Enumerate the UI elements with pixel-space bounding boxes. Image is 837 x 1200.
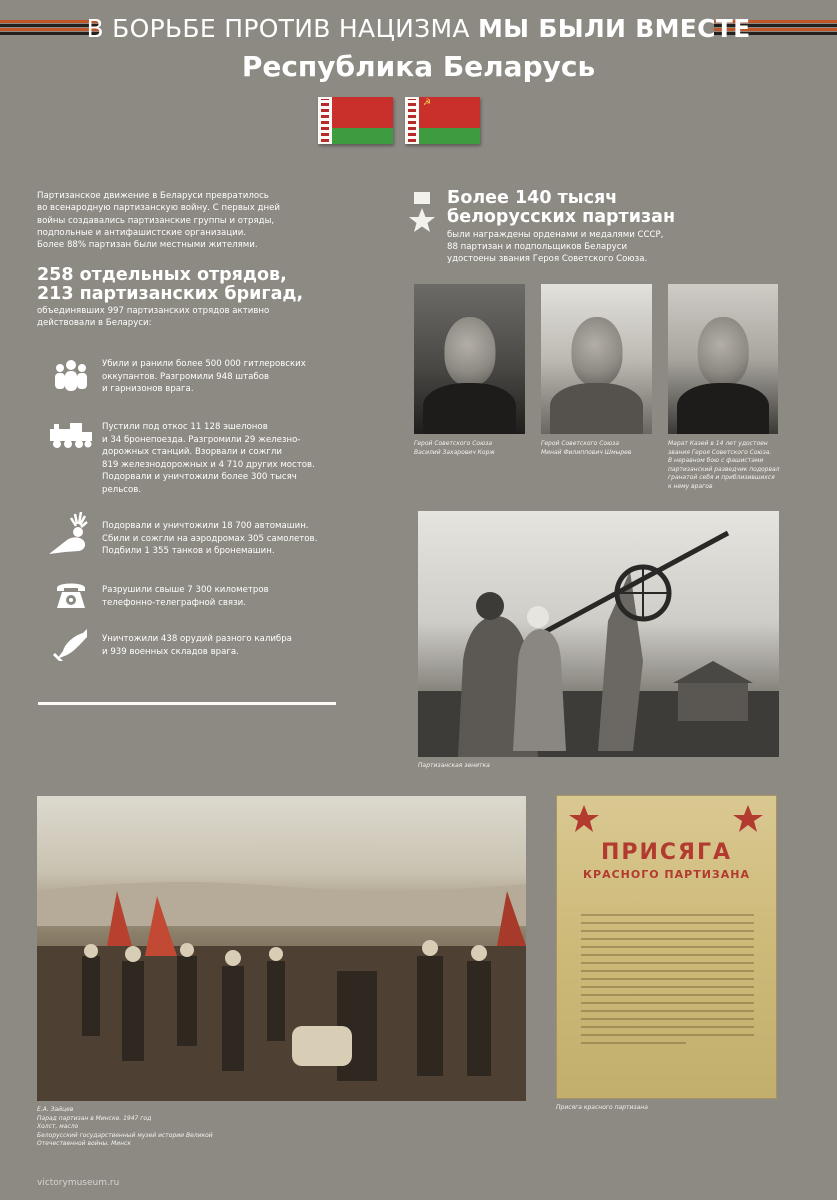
fact-item: Разрушили свыше 7 300 километров телефонно-телеграфной связи. xyxy=(40,580,340,622)
oath-title: ПРИСЯГА xyxy=(600,840,733,865)
title-bold: МЫ БЫЛИ ВМЕСТЕ xyxy=(478,14,751,43)
divider xyxy=(38,702,336,705)
bomb-icon xyxy=(40,627,102,669)
explosion-icon xyxy=(40,510,102,558)
title-regular: В БОРЬБЕ ПРОТИВ НАЦИЗМА xyxy=(86,14,470,43)
fact-item: Уничтожили 438 орудий разного калибра и 939 военных складов врага. xyxy=(40,627,340,669)
page-subtitle: Республика Беларусь xyxy=(241,50,596,83)
fact-item: Пустили под откос 11 128 эшелонов и 34 бронепоезда. Разгромили 29 железно- дорожных станций. Взорвали и сожгли 819 железнодорожных и 4 710 других мостов. Подорвали и уничтожили более 300 тысяч рельсов. xyxy=(40,421,340,496)
left-headline: 258 отдельных отрядов, 213 партизанских бригад, xyxy=(37,265,304,304)
belarus-flag xyxy=(318,97,393,144)
red-star-icon xyxy=(557,804,777,834)
train-icon xyxy=(40,421,102,463)
oath-caption: Присяга красного партизана xyxy=(556,1104,648,1111)
partisan-parade-painting xyxy=(37,796,526,1101)
partisan-antiaircraft-photo xyxy=(418,511,779,757)
left-headline-sub: объединявших 997 партизанских отрядов активно действовали в Беларуси: xyxy=(37,306,270,328)
hero-star-medal-icon xyxy=(409,192,435,238)
portrait-caption: Марат Казей в 14 лет удостоен звания Героя Советского Союза. В неравном бою с фашистами партизанский разведчик подорвал гранатой себя и приблизившихся к нему врагов xyxy=(668,440,780,490)
hammer-sickle-icon: ☭ xyxy=(423,98,432,108)
bssr-flag xyxy=(405,97,480,144)
fact-item: Подорвали и уничтожили 18 700 автомашин. Сбили и сожгли на аэродромах 305 самолетов. Подбили 1 355 танков и бронемашин. xyxy=(40,510,340,558)
right-headline-sub: были награждены орденами и медалями СССР, 88 партизан и подпольщиков Беларуси удостоены звания Героя Советского Союза. xyxy=(447,230,664,264)
portrait-caption: Герой Советского Союза Минай Филиппович Шмырев xyxy=(541,440,632,456)
fact-item: Убили и ранили более 500 000 гитлеровских оккупантов. Разгромили 948 штабов и гарнизонов врага. xyxy=(40,358,340,400)
intro-text: Партизанское движение в Беларуси превратилось во всенародную партизанскую войну. С первых дней войны создавались партизанские группы и отряды, подпольные и антифашистские организации. Более 88% партизан были местными жителями. xyxy=(37,191,280,251)
telephone-icon xyxy=(40,580,102,622)
right-headline: Более 140 тысяч белорусских партизан xyxy=(447,188,676,227)
painting-caption: Е.А. Зайцев Парад партизан в Минске. 1947 год Холст, масло Белорусский государственный музей истории Великой Отечественной войны. Минск xyxy=(37,1106,213,1147)
partisan-oath-document xyxy=(556,795,777,1099)
portrait-kazei xyxy=(668,284,778,434)
footer-site: victorymuseum.ru xyxy=(37,1178,120,1188)
portrait-caption: Герой Советского Союза Василий Захарович Корж xyxy=(414,440,495,456)
oath-subtitle: КРАСНОГО ПАРТИЗАНА xyxy=(583,868,750,881)
portrait-korzh xyxy=(414,284,525,434)
page-title xyxy=(0,14,837,43)
portrait-shmyrev xyxy=(541,284,652,434)
people-icon xyxy=(40,358,102,400)
zenith-caption: Партизанская зенитка xyxy=(418,762,490,769)
